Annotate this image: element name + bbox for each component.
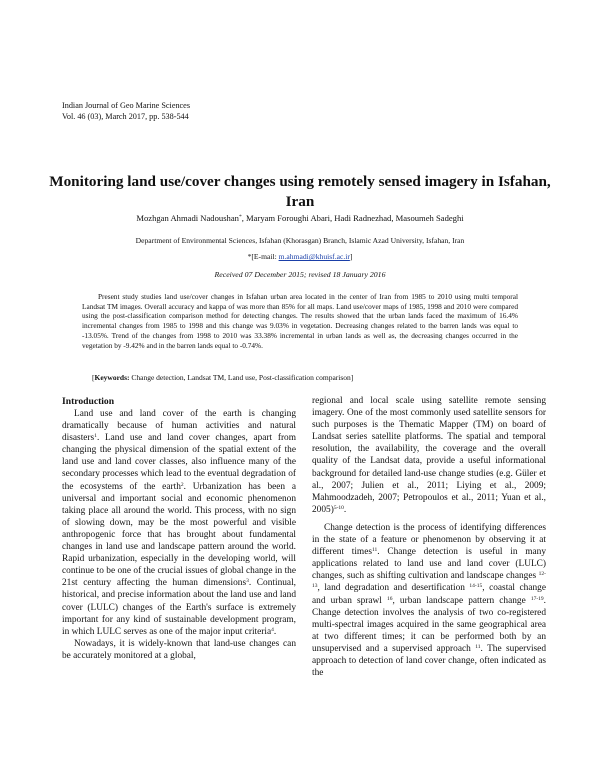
citation-ref: 14-15: [469, 583, 483, 590]
title-line-1: Monitoring land use/cover changes using remotely sensed imagery in Isfahan,: [49, 173, 551, 190]
body-text: .: [273, 626, 277, 637]
citation-ref: 11: [372, 547, 378, 554]
body-text: . The supervised approach to detection of land cover change, often indicated as the: [312, 643, 546, 679]
body-text: , coastal change and urban sprawl: [312, 583, 546, 606]
abstract: Present study studies land use/cover changes in Isfahan urban area located in the center of Iran from 1985 to 2010 using multi temporal Landsat TM images. Overall accuracy and kappa of was more than 85% for all maps. Land use/cover maps of 1985, 1998 and 2010 were compared using the post-classification comparison method for detecting changes. The results showed that the urban lands faced the maximum of 16.4% incremental changes from 1985 to 1998 and this change was 9.03% in vegetation. Decreasing changes related to the barren lands was equal to -13.05%. Trend of the changes from 1998 to 2010 was 33.38% incremental in urban lands as well as, the decreasing changes occurred in the vegetation by -9.42% and in the barren lands equal to -0.74%.: [82, 292, 518, 350]
citation-ref: 4: [271, 626, 274, 633]
intro-paragraph-1: [62, 408, 296, 638]
title-line-2: Iran: [285, 193, 315, 210]
journal-header: [62, 100, 190, 122]
author-list: [40, 213, 560, 223]
affiliation: Department of Environmental Sciences, Isfahan (Khorasgan) Branch, Islamic Azad University, Isfahan, Iran: [135, 236, 465, 245]
citation-ref: 11: [475, 643, 481, 650]
body-text: . Change detection is useful in many applications related to land use and land cover (LULC) changes, such as shifting cultivation and landscape changes: [312, 547, 547, 582]
body-text: , land degradation and desertification: [317, 583, 470, 594]
received-dates: Received 07 December 2015; revised 18 January 2016: [214, 270, 386, 279]
intro-paragraph-2: Nowadays, it is widely-known that land-use changes can be accurately monitored at a global,: [62, 638, 296, 661]
citation-ref: 17-19: [530, 595, 544, 602]
citation-ref: 5-10: [333, 504, 344, 511]
email-line: [40, 252, 560, 261]
intro-paragraph-3: [312, 522, 546, 679]
keywords-open-bracket: [: [92, 373, 95, 382]
left-column: [62, 396, 296, 662]
keywords-label: Keywords:: [94, 373, 130, 382]
citation-ref: 16: [386, 595, 393, 602]
body-text: . Continual, historical, and precise information about the land use and land cover (LULC) changes of the Earth's surface is extremely important for any kind of sustainable development program, in which LULC serves as one of the major input criteria: [62, 578, 296, 637]
co-authors: , Maryam Foroughi Abari, Hadi Radnezhad, Masoumeh Sadeghi: [241, 213, 464, 223]
email-prefix: *[E-mail:: [247, 252, 279, 261]
section-heading-introduction: Introduction: [62, 396, 115, 407]
journal-issue: Vol. 46 (03), March 2017, pp. 538-544: [62, 112, 189, 121]
journal-name: Indian Journal of Geo Marine Sciences: [62, 101, 191, 110]
paper-title: [40, 172, 560, 212]
citation-ref: 2: [180, 481, 184, 488]
citation-ref: 3: [246, 578, 249, 585]
body-text: Change detection is the process of identifying differences in the state of a feature or phenomenon by observing it at different times: [312, 522, 546, 558]
body-text: .: [343, 504, 347, 515]
body-text: Land use and land cover of the earth is changing dramatically because of human activities and natural disasters: [62, 409, 296, 444]
keywords: [92, 373, 353, 382]
right-column: [312, 395, 546, 679]
body-text: , urban landscape pattern change: [392, 595, 531, 606]
body-text: . Urbanization has been a universal and important social and economic phenomenon taking place all around the world. This process, with no sign of slowing down, may be the most powerful and visible anthropogenic force that has brought about fundamental changes in land use and landscape pattern around the world. Rapid urbanization, especially in the developing world, will continue to be one of the crucial issues of global change in the 21st century affecting the human dimensions: [62, 481, 296, 589]
email-suffix: ]: [349, 252, 353, 261]
body-text: . Change detection involves the analysis of two co-registered multi-spectral images acquired in the same geographical area at two different times; it can be performed both by an unsupervised and a supervised approach: [312, 595, 547, 654]
citation-ref: 1: [94, 433, 97, 440]
body-text: . Land use and land cover changes, apart from changing the physical dimension of the spatial extent of the land use and land cover classes, also influence many of the secondary processes which lead to the eventual degradation of the ecosystems of the earth: [62, 433, 296, 492]
intro-paragraph-2-continued: [312, 395, 546, 516]
keywords-text: Change detection, Landsat TM, Land use, Post-classification comparison]: [129, 373, 354, 382]
email-link[interactable]: m.ahmadi@khuisf.ac.ir: [278, 252, 350, 261]
corresponding-author: Mozhgan Ahmadi Nadoushan: [136, 213, 239, 223]
body-text: regional and local scale using satellite remote sensing imagery. One of the most commonly used satellite sensors for such purposes is the Thematic Mapper (TM) on board of Landsat series satellite platforms. The spatial and temporal resolution, the availability, the coverage and the overall quality of the Landsat data, provide a useful informational background for detailed land-use change studies (e.g. Güler et al., 2007; Julien et al., 2011; Liying et al., 2009; Mahmoodzadeh, 2007; Petropoulos et al., 2011; Yuan et al., 2005): [312, 396, 546, 515]
corresponding-mark: *: [238, 214, 242, 220]
citation-ref: 12-13: [312, 571, 546, 590]
